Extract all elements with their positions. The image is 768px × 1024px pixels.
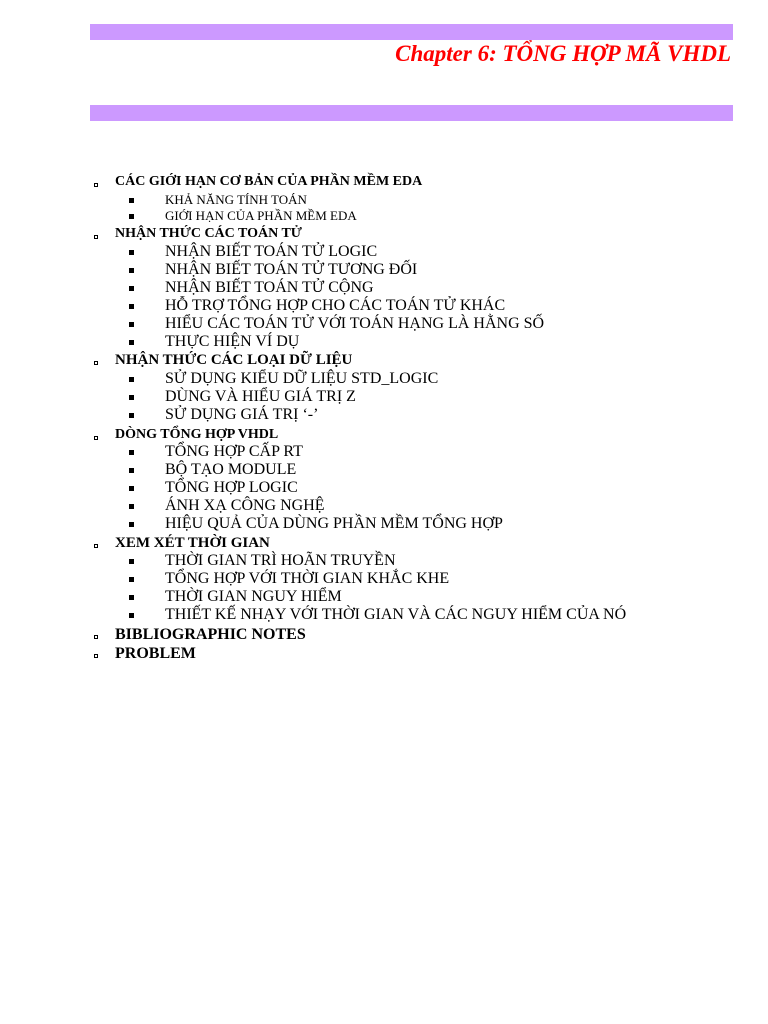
checkbox-bullet-icon bbox=[94, 436, 98, 440]
toc-section-label: PROBLEM bbox=[115, 645, 196, 662]
toc-section-label: BIBLIOGRAPHIC NOTES bbox=[115, 626, 306, 643]
square-bullet-icon bbox=[129, 340, 134, 345]
square-bullet-icon bbox=[129, 322, 134, 327]
toc-section-label: CÁC GIỚI HẠN CƠ BẢN CỦA PHẦN MỀM EDA bbox=[115, 174, 423, 189]
square-bullet-icon bbox=[129, 250, 134, 255]
toc-item-label: THỜI GIAN TRÌ HOÃN TRUYỀN bbox=[165, 552, 396, 569]
square-bullet-icon bbox=[129, 486, 134, 491]
toc-item-label: NHẬN BIẾT TOÁN TỬ CỘNG bbox=[165, 279, 374, 296]
toc-item-label: THIẾT KẾ NHẠY VỚI THỜI GIAN VÀ CÁC NGUY HIỂM CỦA NÓ bbox=[165, 606, 627, 623]
checkbox-bullet-icon bbox=[94, 635, 98, 639]
toc-section-label: XEM XÉT THỜI GIAN bbox=[115, 535, 270, 551]
toc-item-label: TỔNG HỢP CẤP RT bbox=[165, 443, 303, 460]
square-bullet-icon bbox=[129, 450, 134, 455]
checkbox-bullet-icon bbox=[94, 544, 98, 548]
toc-section-label: NHẬN THỨC CÁC TOÁN TỬ bbox=[115, 226, 302, 241]
checkbox-bullet-icon bbox=[94, 183, 98, 187]
toc-item-label: KHẢ NĂNG TÍNH TOÁN bbox=[165, 192, 307, 207]
square-bullet-icon bbox=[129, 198, 134, 203]
toc-item-label: DÙNG VÀ HIỂU GIÁ TRỊ Z bbox=[165, 388, 356, 405]
header-bottom-bar bbox=[90, 105, 733, 121]
square-bullet-icon bbox=[129, 395, 134, 400]
toc-item-label: SỬ DỤNG KIỂU DỮ LIỆU STD_LOGIC bbox=[165, 370, 439, 387]
square-bullet-icon bbox=[129, 504, 134, 509]
square-bullet-icon bbox=[129, 377, 134, 382]
toc-item-label: HIỂU CÁC TOÁN TỬ VỚI TOÁN HẠNG LÀ HẰNG SỐ bbox=[165, 315, 545, 332]
toc-section-label: NHẬN THỨC CÁC LOẠI DỮ LIỆU bbox=[115, 352, 353, 368]
toc-item-label: GIỚI HẠN CỦA PHẦN MỀM EDA bbox=[165, 208, 357, 223]
toc-item-label: NHẬN BIẾT TOÁN TỬ TƯƠNG ĐỐI bbox=[165, 261, 418, 278]
toc-item-label: TỔNG HỢP VỚI THỜI GIAN KHẮC KHE bbox=[165, 570, 450, 587]
square-bullet-icon bbox=[129, 286, 134, 291]
square-bullet-icon bbox=[129, 577, 134, 582]
square-bullet-icon bbox=[129, 613, 134, 618]
square-bullet-icon bbox=[129, 559, 134, 564]
toc-section-label: DÒNG TỔNG HỢP VHDL bbox=[115, 427, 279, 442]
toc-item-label: TỔNG HỢP LOGIC bbox=[165, 479, 298, 496]
checkbox-bullet-icon bbox=[94, 361, 98, 365]
toc-item-label: THỰC HIỆN VÍ DỤ bbox=[165, 333, 300, 350]
toc-item-label: ÁNH XẠ CÔNG NGHỆ bbox=[165, 497, 325, 514]
toc-item-label: HỖ TRỢ TỔNG HỢP CHO CÁC TOÁN TỬ KHÁC bbox=[165, 297, 506, 314]
square-bullet-icon bbox=[129, 304, 134, 309]
toc-item-label: THỜI GIAN NGUY HIỂM bbox=[165, 588, 342, 605]
toc-item-label: HIỆU QUẢ CỦA DÙNG PHẦN MỀM TỔNG HỢP bbox=[165, 515, 503, 532]
square-bullet-icon bbox=[129, 468, 134, 473]
square-bullet-icon bbox=[129, 268, 134, 273]
chapter-title: Chapter 6: TỔNG HỢP MÃ VHDL bbox=[395, 41, 731, 66]
checkbox-bullet-icon bbox=[94, 235, 98, 239]
square-bullet-icon bbox=[129, 522, 134, 527]
header-top-bar bbox=[90, 24, 733, 40]
toc-item-label: SỬ DỤNG GIÁ TRỊ ‘-’ bbox=[165, 406, 319, 423]
checkbox-bullet-icon bbox=[94, 654, 98, 658]
square-bullet-icon bbox=[129, 413, 134, 418]
toc-item-label: BỘ TẠO MODULE bbox=[165, 461, 297, 478]
square-bullet-icon bbox=[129, 595, 134, 600]
toc-item-label: NHẬN BIẾT TOÁN TỬ LOGIC bbox=[165, 243, 378, 260]
square-bullet-icon bbox=[129, 214, 134, 219]
